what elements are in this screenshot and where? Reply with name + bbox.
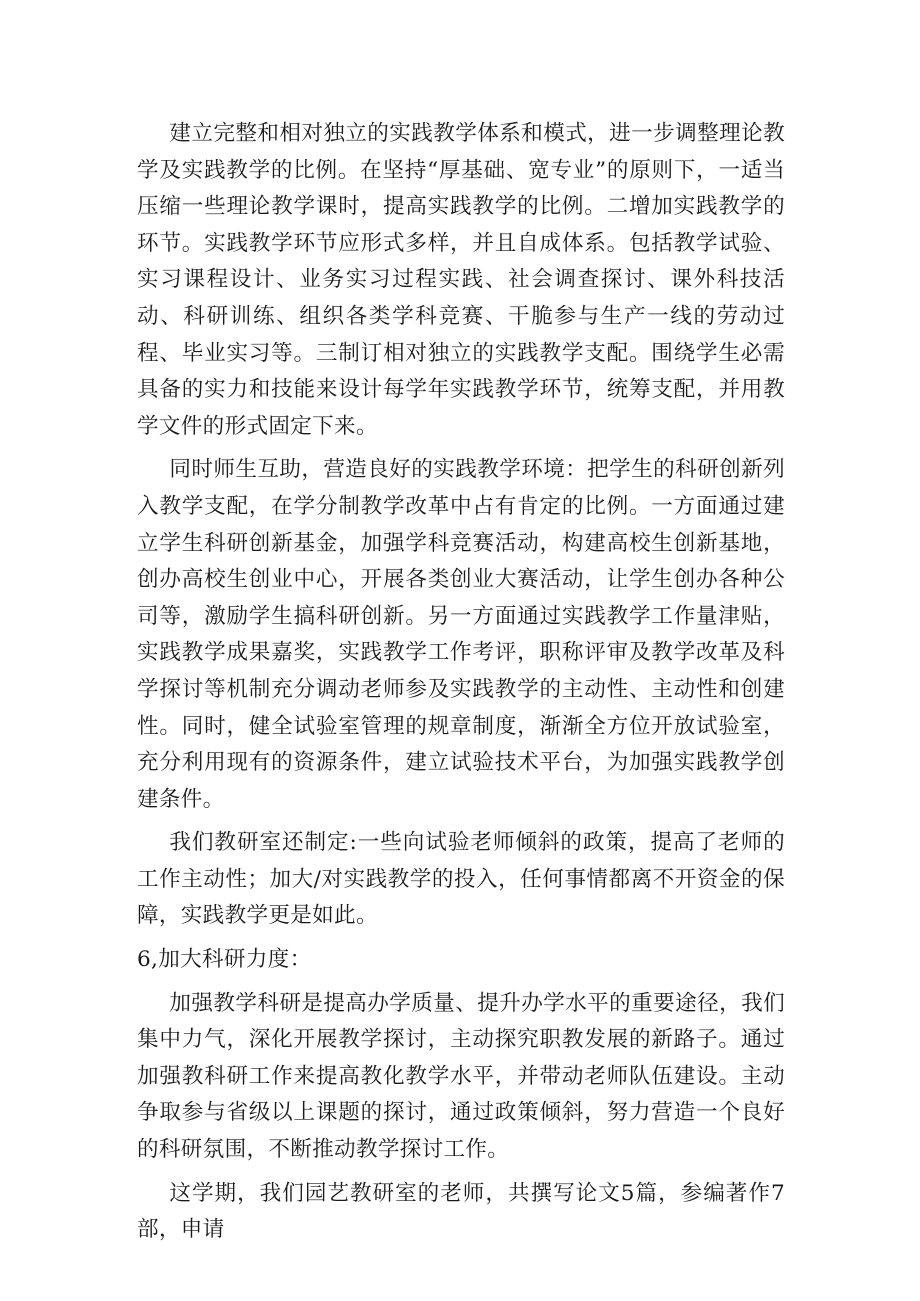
paragraph-practice-system: 建立完整和相对独立的实践教学体系和模式，进一步调整理论教学及实践教学的比例。在坚持“厚基础、宽专业”的原则下，一适当压缩一些理论教学课时，提高实践教学的比例。二增加实践教学的环节。实践教学环节应形式多样，并且自成体系。包括教学试验、实习课程设计、业务实习过程实践、社会调查探讨、课外科技活动、科研训练、组织各类学科竞赛、干脆参与生产一线的劳动过程、毕业实习等。三制订相对独立的实践教学支配。围绕学生必需具备的实力和技能来设计每学年实践教学环节，统筹支配，并用教学文件的形式固定下来。 [137,121,785,439]
document-body [137,116,785,1256]
section-heading: 6,加大科研力度： [137,947,312,973]
paragraph-teaching-environment: 同时师生互助，营造良好的实践教学环境：把学生的科研创新列入教学支配，在学分制教学改革中占有肯定的比例。一方面通过建立学生科研创新基金，加强学科竞赛活动，构建高校生创新基地，创办高校生创业中心，开展各类创业大赛活动，让学生创办各种公司等，激励学生搞科研创新。另一方面通过实践教学工作量津贴，实践教学成果嘉奖，实践教学工作考评，职称评审及教学改革及科学探讨等机制充分调动老师参及实践教学的主动性、主动性和创建性。同时，健全试验室管理的规章制度，渐渐全方位开放试验室，充分利用现有的资源条件，建立试验技术平台，为加强实践教学创建条件。 [137,457,785,812]
paragraph-lab-policy: 我们教研室还制定:一些向试验老师倾斜的政策，提高了老师的工作主动性；加大/对实践教学的投入，任何事情都离不开资金的保障，实践教学更是如此。 [137,830,785,929]
paragraph-semester-results: 这学期，我们园艺教研室的老师，共撰写论文5篇，参编著作7部，申请 [137,1180,785,1243]
paragraph-research-strengthening: 加强教学科研是提高办学质量、提升办学水平的重要途径，我们集中力气，深化开展教学探讨，主动探究职教发展的新路子。通过加强教科研工作来提高教化教学水平，并带动老师队伍建设。主动争取参与省级以上课题的探讨，通过政策倾斜，努力营造一个良好的科研氛围，不断推动教学探讨工作。 [137,990,785,1163]
